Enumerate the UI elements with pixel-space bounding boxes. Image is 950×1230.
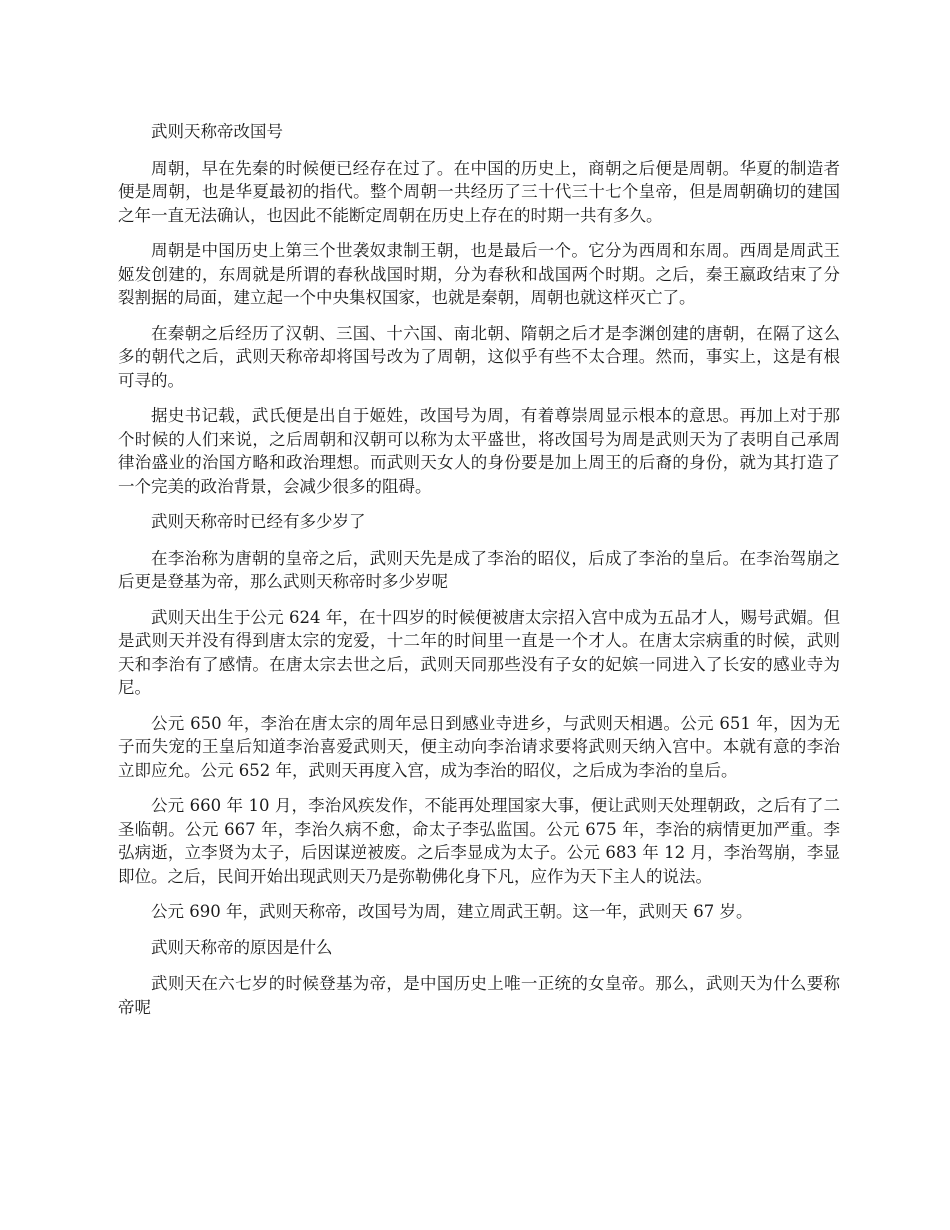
paragraph: 在李治称为唐朝的皇帝之后，武则天先是成了李治的昭仪，后成了李治的皇后。在李治驾崩之后更是登基为帝，那么武则天称帝时多少岁呢 — [118, 548, 840, 591]
paragraph: 据史书记载，武氏便是出自于姬姓，改国号为周，有着尊崇周显示根本的意思。再加上对于那个时候的人们来说，之后周朝和汉朝可以称为太平盛世，将改国号为周是武则天为了表明自己承周律治盛业的治国方略和政治理想。而武则天女人的身份要是加上周王的后裔的身份，就为其打造了一个完美的政治背景，会减少很多的阻碍。 — [118, 406, 840, 496]
paragraph: 在秦朝之后经历了汉朝、三国、十六国、南北朝、隋朝之后才是李渊创建的唐朝，在隔了这么多的朝代之后，武则天称帝却将国号改为了周朝，这似乎有些不太合理。然而，事实上，这是有根可寻的。 — [118, 323, 840, 390]
paragraph: 武则天出生于公元 624 年，在十四岁的时候便被唐太宗招入宫中成为五品才人，赐号武媚。但是武则天并没有得到唐太宗的宠爱，十二年的时间里一直是一个才人。在唐太宗病重的时候，武则天和李治有了感情。在唐太宗去世之后，武则天同那些没有子女的妃嫔一同进入了长安的感业寺为尼。 — [118, 607, 840, 697]
paragraph: 公元 690 年，武则天称帝，改国号为周，建立周武王朝。这一年，武则天 67 岁。 — [151, 902, 753, 921]
paragraph: 公元 660 年 10 月，李治风疾发作，不能再处理国家大事，便让武则天处理朝政，之后有了二圣临朝。公元 667 年，李治久病不愈，命太子李弘监国。公元 675 年，李治的病情更加严重。李弘病逝，立李贤为太子，后因谋逆被废。之后李显成为太子。公元 683 年 12 月，李治驾崩，李显即位。之后，民间开始出现武则天乃是弥勒佛化身下凡，应作为天下主人的说法。 — [118, 796, 840, 886]
section-heading-age: 武则天称帝时已经有多少岁了 — [151, 512, 366, 531]
section-heading-reason: 武则天称帝的原因是什么 — [151, 937, 333, 957]
paragraph: 武则天在六七岁的时候登基为帝，是中国历史上唯一正统的女皇帝。那么，武则天为什么要称帝呢 — [118, 974, 840, 1017]
paragraph: 周朝是中国历史上第三个世袭奴隶制王朝，也是最后一个。它分为西周和东周。西周是周武王姬发创建的，东周就是所谓的春秋战国时期，分为春秋和战国两个时期。之后，秦王嬴政结束了分裂割据的局面，建立起一个中央集权国家，也就是秦朝，周朝也就这样灭亡了。 — [118, 241, 840, 307]
paragraph: 周朝，早在先秦的时候便已经存在过了。在中国的历史上，商朝之后便是周朝。华夏的制造者便是周朝，也是华夏最初的指代。整个周朝一共经历了三十代三十七个皇帝，但是周朝确切的建国之年一直无法确认，也因此不能断定周朝在历史上存在的时期一共有多久。 — [118, 158, 840, 225]
paragraph: 公元 650 年，李治在唐太宗的周年忌日到感业寺进乡，与武则天相遇。公元 651 年，因为无子而失宠的王皇后知道李治喜爱武则天，便主动向李治请求要将武则天纳入宫中。本就有意的李治立即应允。公元 652 年，武则天再度入宫，成为李治的昭仪，之后成为李治的皇后。 — [118, 713, 840, 780]
document-page — [118, 120, 840, 1031]
section-heading-title: 武则天称帝改国号 — [151, 122, 283, 141]
